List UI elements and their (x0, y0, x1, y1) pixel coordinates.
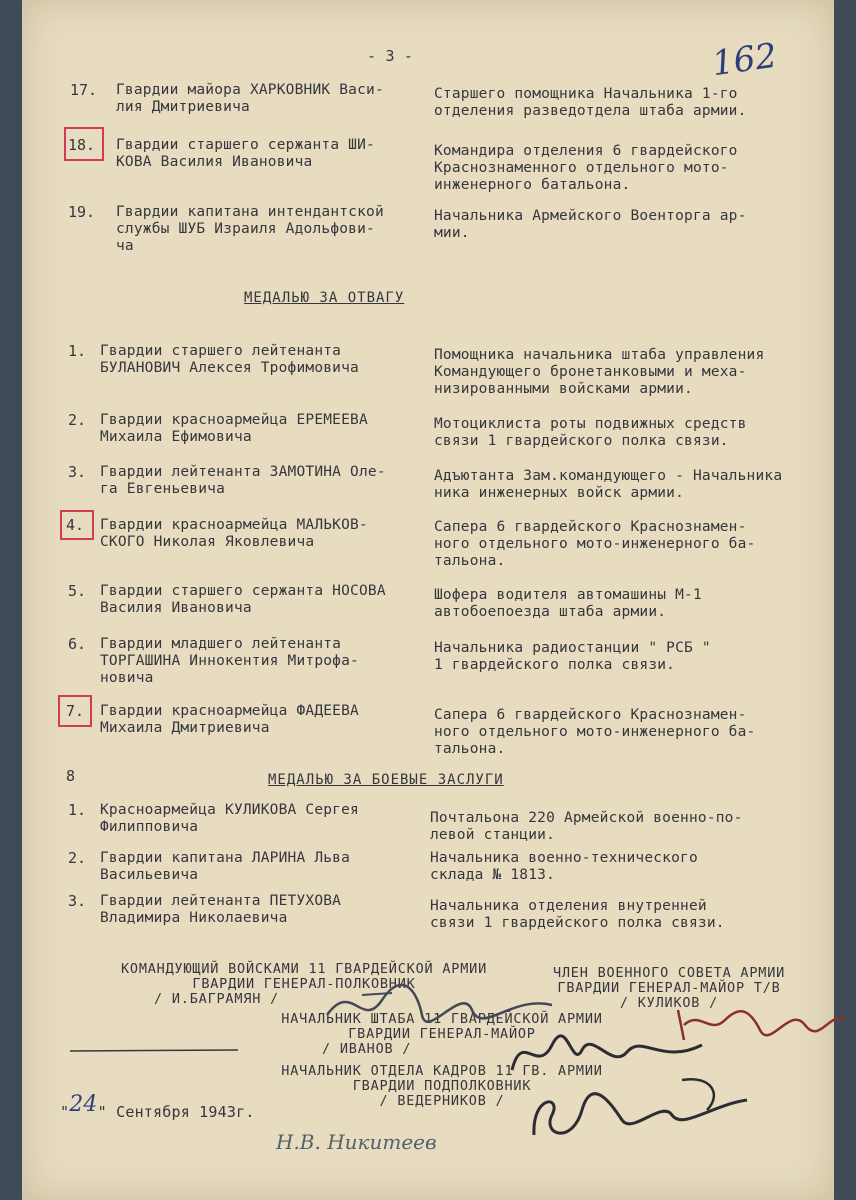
entry-position-line: связи 1 гвардейского полка связи. (430, 915, 725, 931)
entry-name-line: Владимира Николаевича (100, 910, 288, 926)
signature-name: / ИВАНОВ / (322, 1041, 412, 1057)
section-number: 8 (66, 767, 76, 785)
entry-name-line: Василия Ивановича (100, 600, 252, 616)
entry-name-line: СКОГО Николая Яковлевича (100, 534, 315, 550)
entry-name-line: БУЛАНОВИЧ Алексея Трофимовича (100, 360, 359, 376)
entry-position-line: 1 гвардейского полка связи. (434, 657, 676, 673)
entry-position-line: ника инженерных войск армии. (434, 485, 685, 501)
signature-underline (70, 1048, 240, 1054)
entry-number: 7. (66, 702, 85, 720)
entry-name-line: новича (100, 670, 154, 686)
entry-name-line: КОВА Василия Ивановича (116, 154, 313, 170)
entry-number: 1. (68, 342, 87, 360)
entry-position-line: Начальника военно-технического (430, 850, 698, 866)
entry-name-line: Гвардии капитана интендантской (116, 204, 384, 220)
entry-name-line: Гвардии младшего лейтенанта (100, 636, 342, 652)
date-quote: " (60, 1103, 70, 1121)
document-page (22, 0, 834, 1200)
entry-number: 2. (68, 411, 87, 429)
entry-name-line: Михаила Ефимовича (100, 429, 252, 445)
entry-position-line: Шофера водителя автомашины М-1 (434, 587, 702, 603)
section-heading: МЕДАЛЬЮ ЗА ОТВАГУ (244, 290, 405, 306)
entry-name-line: Гвардии капитана ЛАРИНА Льва (100, 850, 351, 866)
entry-name-line: Гвардии майора ХАРКОВНИК Васи- (116, 82, 384, 98)
entry-position-line: Командующего бронетанковыми и меха- (434, 364, 747, 380)
entry-name-line: ча (116, 238, 134, 254)
entry-name-line: Гвардии красноармейца ЕРЕМЕЕВА (100, 412, 368, 428)
entry-number: 4. (66, 516, 85, 534)
signature-title: НАЧАЛЬНИК ШТАБА 11 ГВАРДЕЙСКОЙ АРМИИ (281, 1011, 603, 1027)
signature-rank: ГВАРДИИ ГЕНЕРАЛ-МАЙОР Т/В (557, 980, 781, 996)
entry-name-line: Гвардии красноармейца МАЛЬКОВ- (100, 517, 368, 533)
signature-name: / КУЛИКОВ / (619, 995, 719, 1011)
entry-name-line: Красноармейца КУЛИКОВА Сергея (100, 802, 359, 818)
entry-position-line: Сапера 6 гвардейского Краснознамен- (434, 707, 747, 723)
entry-position-line: Начальника отделения внутренней (430, 898, 707, 914)
entry-number: 17. (70, 81, 98, 99)
entry-name-line: Гвардии лейтенанта ЗАМОТИНА Оле- (100, 464, 386, 480)
entry-position-line: отделения разведотдела штаба армии. (434, 103, 747, 119)
entry-position-line: тальона. (434, 741, 506, 757)
entry-name-line: Гвардии лейтенанта ПЕТУХОВА (100, 893, 342, 909)
entry-name-line: Филипповича (100, 819, 199, 835)
entry-position-line: мии. (434, 225, 470, 241)
entry-position-line: ного отдельного мото-инженерного ба- (434, 724, 756, 740)
section-heading: МЕДАЛЬЮ ЗА БОЕВЫЕ ЗАСЛУГИ (268, 772, 504, 788)
entry-name-line: Гвардии старшего сержанта НОСОВА (100, 583, 386, 599)
entry-number: 2. (68, 849, 87, 867)
document-date (60, 1092, 255, 1121)
entry-name-line: Гвардии старшего сержанта ШИ- (116, 137, 375, 153)
entry-position-line: ного отдельного мото-инженерного ба- (434, 536, 756, 552)
signature-title: КОМАНДУЮЩИЙ ВОЙСКАМИ 11 ГВАРДЕЙСКОЙ АРМИИ (120, 961, 488, 977)
page-number: - 3 - (367, 47, 414, 65)
signature-title: ЧЛЕН ВОЕННОГО СОВЕТА АРМИИ (552, 965, 786, 981)
entry-position-line: Начальника радиостанции " РСБ " (434, 640, 711, 656)
entry-position-line: Сапера 6 гвардейского Краснознамен- (434, 519, 747, 535)
entry-position-line: тальона. (434, 553, 506, 569)
entry-position-line: связи 1 гвардейского полка связи. (434, 433, 729, 449)
signature-name: / И.БАГРАМЯН / (154, 991, 279, 1007)
entry-name-line: лия Дмитриевича (116, 99, 250, 115)
entry-name-line: га Евгеньевича (100, 481, 226, 497)
entry-number: 3. (68, 463, 87, 481)
date-day-handwritten: 24 (69, 1092, 98, 1117)
entry-position-line: низированными войсками армии. (434, 381, 693, 397)
entry-position-line: Краснознаменного отдельного мото- (434, 160, 729, 176)
entry-number: 5. (68, 582, 87, 600)
archive-handwritten-number: 162 (709, 35, 780, 85)
signature-rank: ГВАРДИИ ГЕНЕРАЛ-ПОЛКОВНИК (192, 976, 416, 992)
signature-scribble-ivanov (502, 1030, 722, 1080)
entry-number: 19. (68, 203, 96, 221)
entry-position-line: Начальника Армейского Военторга ар- (434, 208, 747, 224)
entry-number: 6. (68, 635, 87, 653)
entry-number: 1. (68, 801, 87, 819)
signature-scribble-bagramyan (322, 975, 562, 1035)
signature-rank: ГВАРДИИ ГЕНЕРАЛ-МАЙОР (348, 1026, 536, 1042)
entry-number: 3. (68, 892, 87, 910)
signature-name: / ВЕДЕРНИКОВ / (379, 1093, 505, 1109)
entry-name-line: Васильевича (100, 867, 199, 883)
date-month-year: " Сентября 1943г. (97, 1103, 255, 1121)
entry-name-line: Гвардии старшего лейтенанта (100, 343, 342, 359)
entry-position-line: Помощника начальника штаба управления (434, 347, 765, 363)
entry-position-line: автобоепоезда штаба армии. (434, 604, 667, 620)
entry-name-line: ТОРГАШИНА Иннокентия Митрофа- (100, 653, 359, 669)
entry-position-line: левой станции. (430, 827, 556, 843)
entry-name-line: службы ШУБ Израиля Адольфови- (116, 221, 375, 237)
handwritten-footer-note: Н.В. Никитеев (276, 1130, 437, 1154)
signature-scribble-vedernikov (522, 1075, 762, 1145)
entry-name-line: Михаила Дмитриевича (100, 720, 270, 736)
entry-position-line: инженерного батальона. (434, 177, 631, 193)
entry-number: 18. (68, 136, 96, 154)
entry-name-line: Гвардии красноармейца ФАДЕЕВА (100, 703, 359, 719)
entry-position-line: Адъютанта Зам.командующего - Начальника (434, 468, 783, 484)
signature-rank: ГВАРДИИ ПОДПОЛКОВНИК (352, 1078, 532, 1094)
entry-position-line: Мотоциклиста роты подвижных средств (434, 416, 747, 432)
entry-position-line: Старшего помощника Начальника 1-го (434, 86, 738, 102)
entry-position-line: Командира отделения 6 гвардейского (434, 143, 738, 159)
entry-position-line: склада № 1813. (430, 867, 556, 883)
signature-title: НАЧАЛЬНИК ОТДЕЛА КАДРОВ 11 ГВ. АРМИИ (281, 1063, 603, 1079)
entry-position-line: Почтальона 220 Армейской военно-по- (430, 810, 743, 826)
